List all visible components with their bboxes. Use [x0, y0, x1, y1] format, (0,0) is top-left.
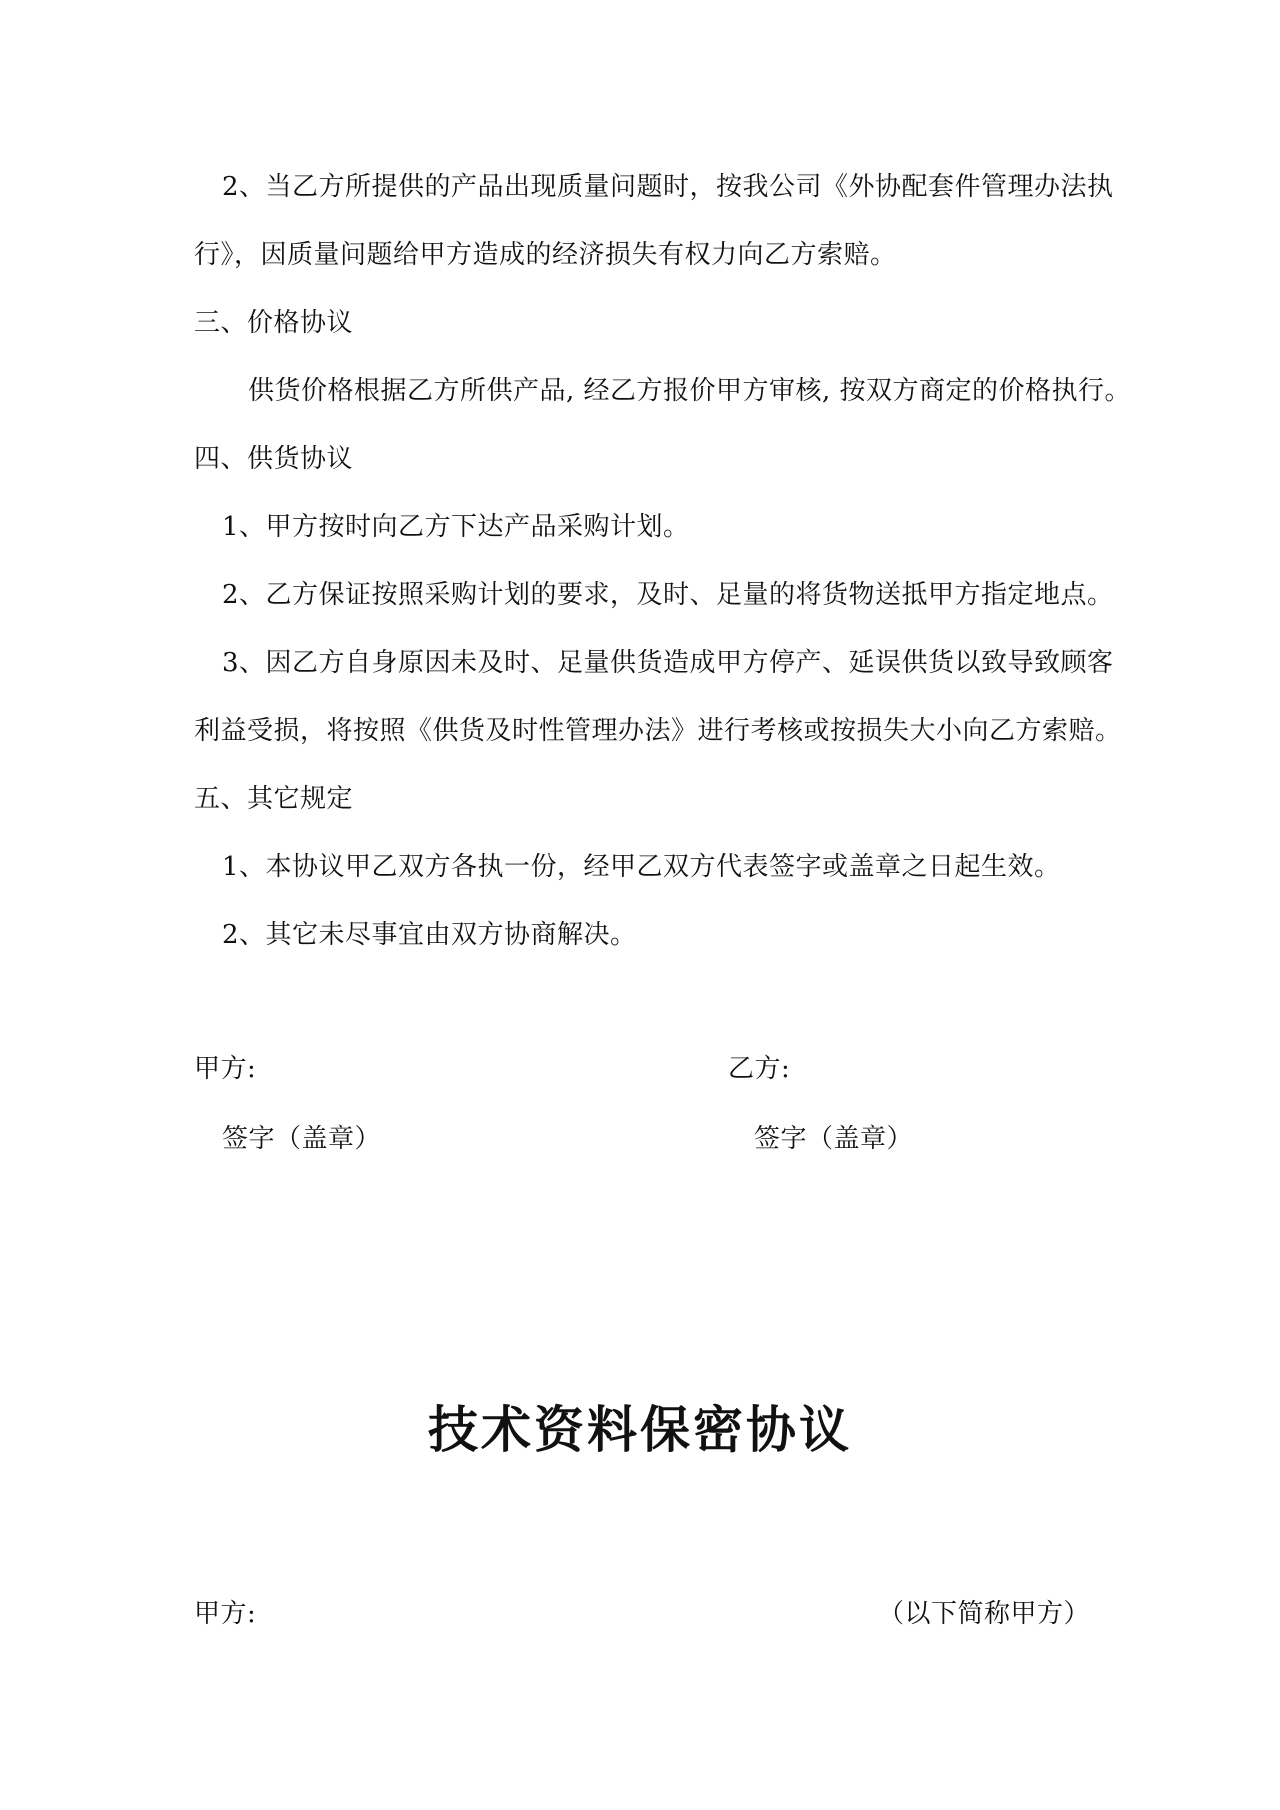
section-heading-other: 五、其它规定: [194, 784, 354, 814]
supply-clause-3-line-2: 利益受损，将按照《供货及时性管理办法》进行考核或按损失大小向乙方索赔。: [194, 716, 1122, 746]
party-b-signature: 签字（盖章）: [754, 1124, 914, 1154]
clause-2-quality-line-1: 2、当乙方所提供的产品出现质量问题时，按我公司《外协配套件管理办法执: [222, 172, 1114, 202]
party-b-label: 乙方:: [728, 1054, 791, 1084]
other-clause-1: 1、本协议甲乙双方各执一份，经甲乙双方代表签字或盖章之日起生效。: [222, 852, 1061, 882]
section-heading-price: 三、价格协议: [194, 308, 354, 338]
second-party-a-note: （以下简称甲方）: [878, 1599, 1091, 1629]
party-a-signature: 签字（盖章）: [222, 1124, 382, 1154]
agreement-title: 技术资料保密协议: [428, 1400, 852, 1459]
party-a-label: 甲方:: [194, 1054, 257, 1084]
supply-clause-1: 1、甲方按时向乙方下达产品采购计划。: [222, 512, 690, 542]
supply-clause-3-line-1: 3、因乙方自身原因未及时、足量供货造成甲方停产、延误供货以致导致顾客: [222, 648, 1114, 678]
second-party-a-label: 甲方:: [194, 1599, 257, 1629]
section-heading-supply: 四、供货协议: [194, 444, 354, 474]
price-clause: 供货价格根据乙方所供产品, 经乙方报价甲方审核, 按双方商定的价格执行。: [248, 376, 1132, 406]
supply-clause-2: 2、乙方保证按照采购计划的要求，及时、足量的将货物送抵甲方指定地点。: [222, 580, 1114, 610]
other-clause-2: 2、其它未尽事宜由双方协商解决。: [222, 920, 637, 950]
clause-2-quality-line-2: 行》，因质量问题给甲方造成的经济损失有权力向乙方索赔。: [194, 240, 897, 270]
